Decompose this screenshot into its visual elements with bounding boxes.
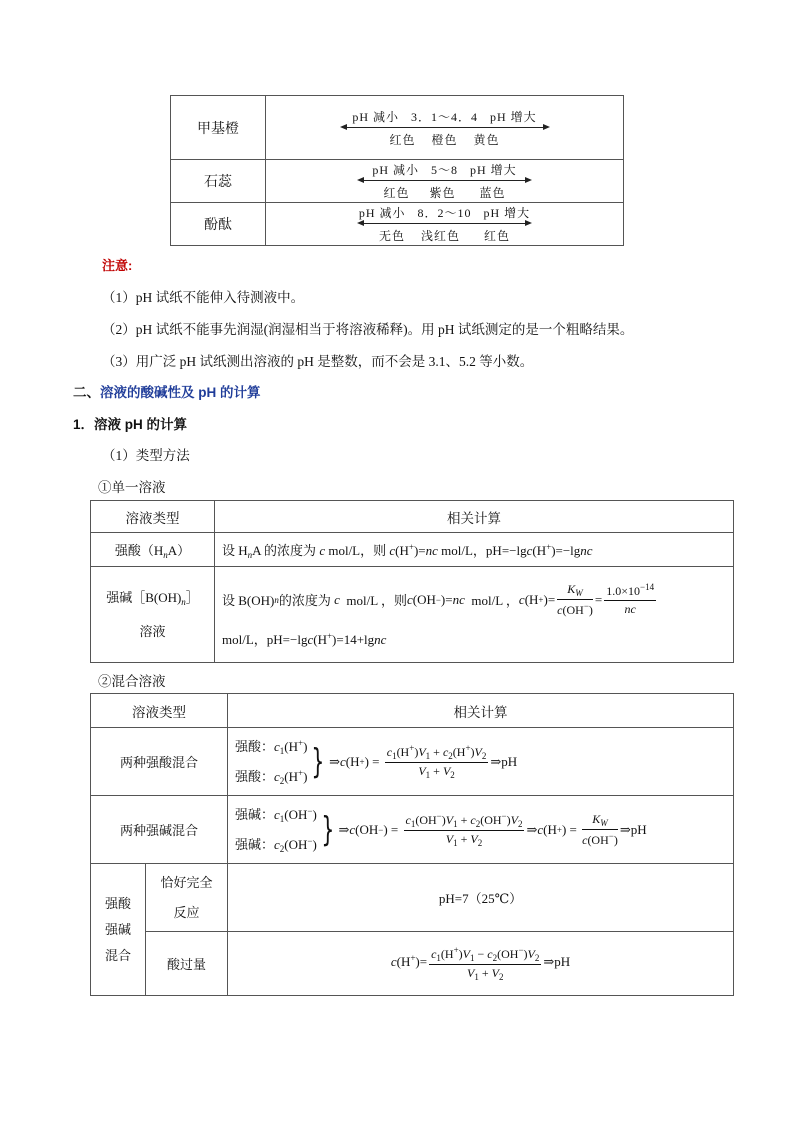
group-text: 强碱 (104, 921, 131, 937)
right-brace-icon: } (311, 741, 325, 782)
color-text: 红色 紫色 蓝色 (383, 186, 506, 200)
section-heading (73, 381, 261, 401)
solution-type: 两种强碱混合 (91, 796, 228, 864)
type-text: 强酸（H (114, 542, 164, 558)
note-title: 注意: (102, 258, 133, 273)
group-text: 强酸 (104, 895, 131, 911)
base-label: 强碱： (235, 836, 275, 852)
solution-type (91, 533, 215, 567)
section-title: 溶液的酸碱性及 pH 的计算 (100, 385, 261, 400)
calc-cell: 强酸：$c_1(H^+)$ 强酸：$c_2(H^+)$ } ⇒ c (H + ) = $\frac{c_1(H^+)V_1 + c_2(H^+)V_2}{V_1 + V_2}$ ⇒pH (228, 728, 734, 796)
mixed-solution-label: ②混合溶液 (98, 674, 166, 689)
type-text-end: A） (167, 542, 191, 558)
calc-cell: 强碱：$c_1(OH^-)$ 强碱：$c_2(OH^-)$ } ⇒ c (OH − ) = $\frac{c_1(OH^-)V_1 + c_2(OH^-)V_2}{V_1 + V_2}$ ⇒ c (H + ) = $\frac{K_W}{c(OH^-)}$ ⇒pH (228, 796, 734, 864)
right-brace-icon: } (321, 809, 335, 850)
note-item: （1）pH 试纸不能伸入待测液中。 (102, 290, 305, 305)
table-header: 溶液类型 (91, 501, 215, 533)
calc-cell: 设 B(OH) n 的浓度为 c mol/L ，则 c (OH − )= nc mol/L ， c (H + )= $\frac{K_W}{c(OH^-)}$ = $\frac{1.0\times 10^{-14}}{nc}$ mol/L，pH=−lgc(H+)=14+lgnc (215, 567, 734, 663)
indicator-table (170, 95, 624, 246)
double-arrow-icon (357, 178, 532, 184)
type-text: 强碱［B(OH) (106, 589, 182, 605)
type-text: 溶液 (139, 623, 166, 639)
solution-subtype (146, 864, 228, 932)
type-subscript: n (163, 549, 168, 560)
subsection-heading: 1．溶液 pH 的计算 (73, 417, 188, 432)
calc-cell: pH=7（25℃） (228, 864, 734, 932)
calc-tail: mol/L，pH=−lg (222, 631, 308, 647)
subtype-text: 恰好完全 (160, 874, 213, 890)
note-item: （2）pH 试纸不能事先润湿(润湿相当于将溶液稀释)。用 pH 试纸测定的是一个粗略结果。 (102, 322, 634, 337)
table-header: 相关计算 (215, 501, 734, 533)
section-number: 二、 (73, 385, 100, 400)
color-text: 红色 橙色 黄色 (389, 132, 500, 147)
mixed-group-label (91, 864, 146, 996)
type-text: ］ (185, 589, 199, 605)
note-item: （3）用广泛 pH 试纸测出溶液的 pH 是整数，而不会是 3.1、5.2 等小数。 (102, 354, 534, 369)
calc-cell: c(H+)= $\frac{c_1(H^+)V_1 - c_2(OH^-)V_2}{V_1 + V_2}$ ⇒pH (228, 932, 734, 996)
scale-text: pH 减小 5～8 pH 增大 (372, 163, 517, 177)
subsection-item: （1）类型方法 (102, 448, 190, 463)
solution-type: 强碱$[B(OH)_n]$ 溶液 (91, 567, 215, 663)
scale-text: pH 减小 3．1～4．4 pH 增大 (352, 109, 537, 124)
calc-cell: 设 $H_nA$ 的浓度为 c mol/L，则 c(H+)=nc mol/L，pH=−lgc(H+)=−lgnc (215, 533, 734, 567)
color-text: 无色 浅红色 红色 (378, 229, 510, 243)
indicator-name: 甲基橙 (171, 96, 266, 160)
subtype-text: 反应 (173, 904, 200, 920)
single-solution-label: ①单一溶液 (98, 480, 166, 495)
indicator-name: 酚酞 (171, 203, 266, 246)
table-header: 相关计算 (228, 694, 734, 728)
solution-type: 两种强酸混合 (91, 728, 228, 796)
scale-text: pH 减小 8．2～10 pH 增大 (358, 206, 531, 220)
acid-label: 强酸： (235, 768, 275, 784)
single-solution-table (90, 500, 734, 663)
acid-label: 强酸： (235, 738, 275, 754)
indicator-name: 石蕊 (171, 160, 266, 203)
table-header: 溶液类型 (91, 694, 228, 728)
indicator-scale (266, 96, 624, 160)
solution-subtype: 酸过量 (146, 932, 228, 996)
indicator-scale (266, 203, 624, 246)
double-arrow-icon (357, 221, 532, 227)
base-label: 强碱： (235, 806, 275, 822)
group-text: 混合 (104, 947, 131, 963)
double-arrow-icon (340, 125, 550, 131)
mixed-solution-table (90, 693, 734, 996)
indicator-scale (266, 160, 624, 203)
